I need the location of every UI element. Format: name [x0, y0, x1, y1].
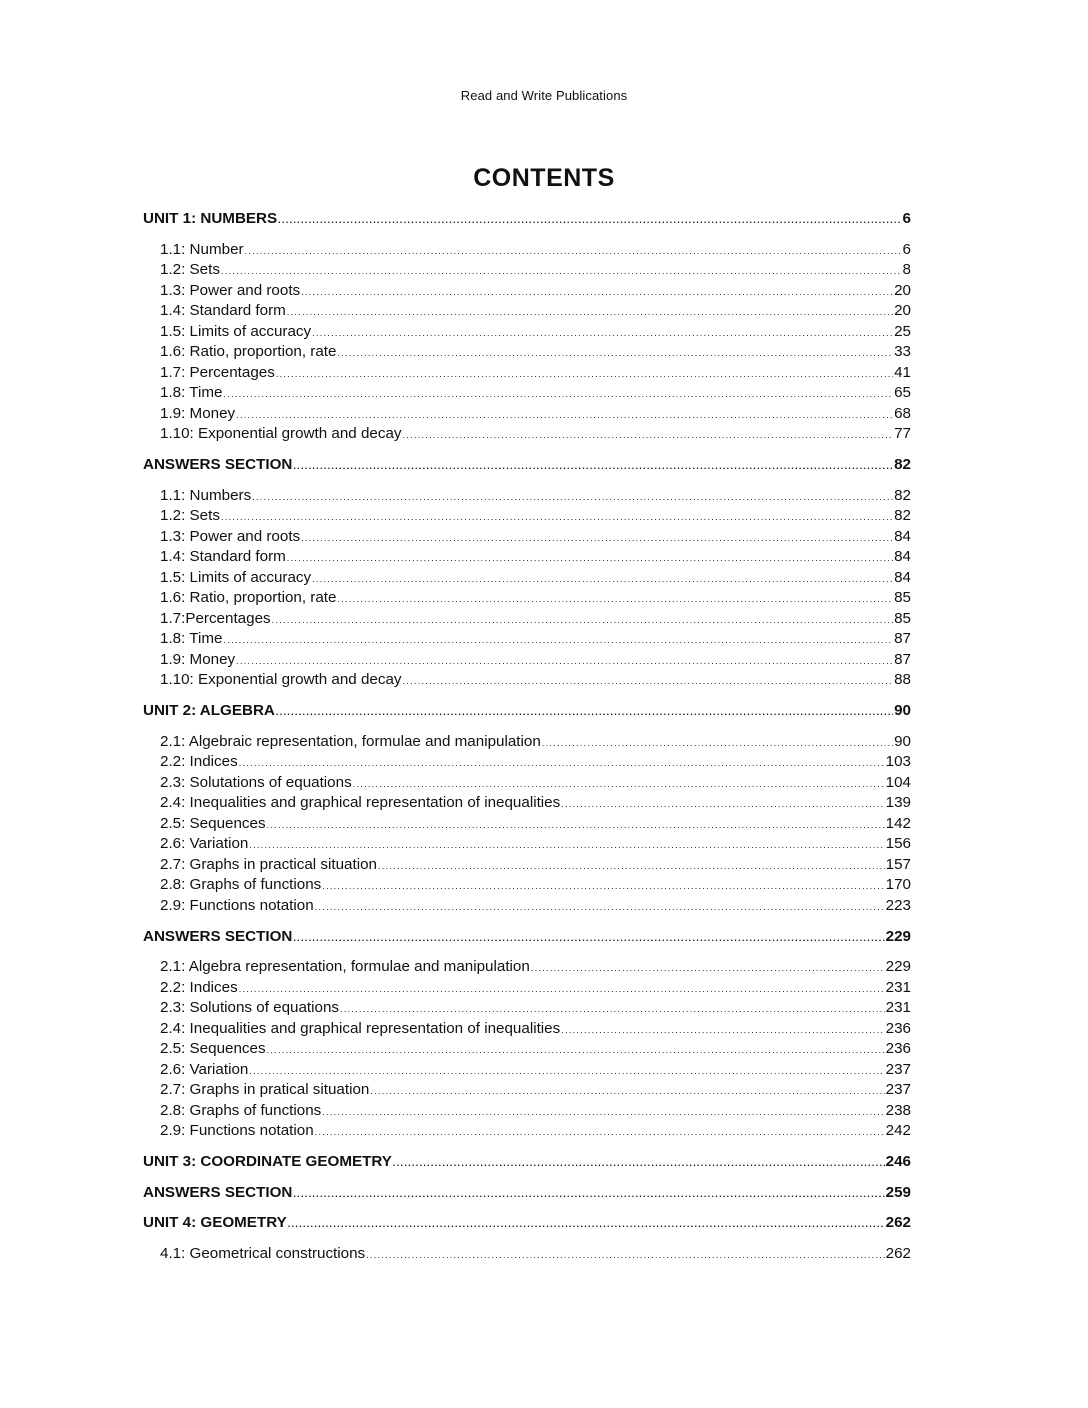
toc-entry-page-number: 238	[885, 1101, 911, 1119]
toc-entry-label: 2.4: Inequalities and graphical representation of inequalities	[160, 1019, 561, 1037]
toc-subsection-entry	[143, 856, 911, 877]
toc-subsection-entry	[143, 979, 911, 1000]
toc-dot-leader	[301, 287, 893, 297]
toc-dot-leader	[221, 512, 893, 522]
toc-entry-page-number: 8	[902, 261, 911, 278]
toc-entry-label: 2.1: Algebraic representation, formulae and manipulation	[160, 732, 541, 750]
toc-subsection-entry	[143, 405, 911, 426]
toc-section-entry	[143, 1184, 911, 1204]
toc-entry-label: UNIT 4: GEOMETRY	[143, 1214, 287, 1231]
toc-subsection-entry	[143, 610, 911, 631]
toc-dot-leader	[393, 1158, 885, 1168]
toc-subsection-entry	[143, 323, 911, 344]
toc-subsection-entry	[143, 1122, 911, 1143]
toc-entry-page-number: 139	[885, 794, 911, 811]
toc-entry-page-number: 103	[885, 753, 911, 770]
toc-subsection-entry	[143, 753, 911, 774]
toc-entry-label: UNIT 2: ALGEBRA	[143, 702, 275, 719]
toc-entry-page-number: 170	[885, 876, 911, 893]
toc-entry-label: 2.6: Variation	[160, 1060, 249, 1078]
toc-subsection-entry	[143, 384, 911, 405]
toc-subsection-entry	[143, 241, 911, 262]
toc-dot-leader	[278, 215, 901, 225]
toc-entry-label: 2.3: Solutations of equations	[160, 773, 352, 791]
toc-subsection-entry	[143, 630, 911, 651]
toc-subsection-entry	[143, 733, 911, 754]
toc-subsection-entry	[143, 651, 911, 672]
toc-dot-leader	[561, 1025, 884, 1035]
toc-dot-leader	[337, 594, 893, 604]
toc-entry-label: 2.2: Indices	[160, 978, 238, 996]
toc-subsection-entry	[143, 1081, 911, 1102]
toc-subsection-entry	[143, 364, 911, 385]
toc-entry-page-number: 77	[894, 425, 911, 442]
toc-entry-page-number: 25	[894, 322, 911, 340]
toc-entry-page-number: 87	[894, 650, 911, 668]
toc-entry-page-number: 88	[894, 671, 911, 688]
toc-entry-label: 1.9: Money	[160, 650, 236, 668]
toc-subsection-entry	[143, 282, 911, 303]
toc-entry-label: 2.3: Solutions of equations	[160, 999, 340, 1016]
toc-entry-label: 1.1: Number	[160, 240, 244, 258]
toc-entry-page-number: 246	[885, 1153, 911, 1170]
toc-dot-leader	[239, 984, 885, 994]
toc-entry-label: ANSWERS SECTION	[143, 456, 293, 473]
toc-dot-leader	[236, 410, 893, 420]
toc-entry-label: 2.8: Graphs of functions	[160, 876, 322, 893]
toc-dot-leader	[267, 1045, 885, 1055]
toc-dot-leader	[252, 492, 893, 502]
toc-entry-page-number: 90	[894, 732, 911, 750]
toc-entry-label: 1.1: Numbers	[160, 486, 252, 504]
toc-entry-page-number: 82	[894, 456, 911, 473]
toc-entry-label: 2.2: Indices	[160, 753, 238, 770]
toc-entry-page-number: 41	[894, 363, 911, 381]
toc-entry-label: ANSWERS SECTION	[143, 927, 293, 945]
toc-dot-leader	[531, 963, 885, 973]
toc-subsection-entry	[143, 569, 911, 590]
toc-subsection-entry	[143, 958, 911, 979]
toc-section-entry	[143, 210, 911, 230]
toc-subsection-entry	[143, 815, 911, 836]
toc-dot-leader	[293, 461, 893, 471]
toc-entry-page-number: 6	[902, 210, 911, 227]
toc-subsection-entry	[143, 774, 911, 795]
page-title: CONTENTS	[473, 164, 615, 192]
toc-entry-label: 1.7: Percentages	[160, 363, 275, 381]
toc-entry-label: 1.4: Standard form	[160, 302, 286, 319]
toc-entry-label: 4.1: Geometrical constructions	[160, 1244, 366, 1262]
toc-entry-label: 1.7:Percentages	[160, 609, 271, 627]
toc-subsection-entry	[143, 999, 911, 1020]
toc-dot-leader	[322, 1107, 884, 1117]
toc-dot-leader	[402, 430, 893, 440]
toc-entry-page-number: 237	[885, 1060, 911, 1078]
toc-dot-leader	[353, 779, 885, 789]
toc-subsection-entry	[143, 589, 911, 610]
toc-entry-page-number: 33	[894, 343, 911, 360]
toc-section-entry	[143, 928, 911, 948]
toc-entry-page-number: 90	[894, 702, 911, 719]
toc-entry-page-number: 82	[894, 486, 911, 504]
toc-subsection-entry	[143, 1245, 911, 1266]
toc-entry-label: 1.4: Standard form	[160, 548, 286, 565]
toc-dot-leader	[315, 902, 885, 912]
toc-entry-label: 1.5: Limits of accuracy	[160, 322, 312, 340]
toc-entry-label: 2.6: Variation	[160, 835, 249, 852]
toc-entry-label: 1.3: Power and roots	[160, 281, 301, 299]
toc-dot-leader	[312, 574, 893, 584]
toc-dot-leader	[402, 676, 893, 686]
toc-dot-leader	[312, 328, 893, 338]
toc-subsection-entry	[143, 671, 911, 692]
toc-entry-label: 2.1: Algebra representation, formulae and manipulation	[160, 958, 530, 975]
toc-entry-page-number: 231	[885, 978, 911, 996]
toc-entry-page-number: 85	[894, 589, 911, 606]
toc-entry-page-number: 223	[885, 896, 911, 914]
toc-entry-page-number: 262	[885, 1214, 911, 1231]
toc-dot-leader	[315, 1127, 885, 1137]
toc-entry-label: 1.8: Time	[160, 384, 223, 401]
toc-dot-leader	[223, 635, 893, 645]
toc-subsection-entry	[143, 794, 911, 815]
toc-subsection-entry	[143, 835, 911, 856]
toc-entry-label: 1.8: Time	[160, 630, 223, 647]
toc-dot-leader	[245, 246, 902, 256]
toc-entry-label: 2.4: Inequalities and graphical representation of inequalities	[160, 794, 561, 811]
toc-subsection-entry	[143, 897, 911, 918]
toc-subsection-entry	[143, 1040, 911, 1061]
toc-dot-leader	[288, 1219, 885, 1229]
toc-subsection-entry	[143, 876, 911, 897]
toc-entry-page-number: 65	[894, 384, 911, 401]
toc-entry-page-number: 104	[885, 773, 911, 791]
toc-entry-page-number: 20	[894, 281, 911, 299]
toc-entry-label: ANSWERS SECTION	[143, 1183, 293, 1201]
toc-entry-page-number: 68	[894, 404, 911, 422]
toc-dot-leader	[287, 307, 893, 317]
toc-dot-leader	[272, 615, 893, 625]
toc-dot-leader	[322, 881, 884, 891]
toc-subsection-entry	[143, 1020, 911, 1041]
toc-entry-page-number: 142	[885, 814, 911, 832]
toc-dot-leader	[542, 738, 893, 748]
toc-section-entry	[143, 1153, 911, 1173]
toc-dot-leader	[293, 933, 884, 943]
toc-entry-page-number: 156	[885, 835, 911, 852]
toc-dot-leader	[287, 553, 893, 563]
toc-entry-label: 1.2: Sets	[160, 507, 220, 524]
toc-subsection-entry	[143, 261, 911, 282]
toc-entry-label: 1.9: Money	[160, 404, 236, 422]
toc-dot-leader	[249, 1066, 884, 1076]
toc-dot-leader	[366, 1250, 885, 1260]
toc-dot-leader	[293, 1189, 884, 1199]
toc-dot-leader	[239, 758, 885, 768]
toc-entry-page-number: 229	[885, 958, 911, 975]
toc-entry-label: 2.9: Functions notation	[160, 896, 314, 914]
toc-subsection-entry	[143, 528, 911, 549]
toc-entry-page-number: 6	[902, 240, 911, 258]
toc-entry-label: 1.10: Exponential growth and decay	[160, 671, 402, 688]
toc-entry-label: 2.5: Sequences	[160, 814, 266, 832]
toc-entry-label: 1.5: Limits of accuracy	[160, 568, 312, 586]
toc-entry-label: 2.7: Graphs in practical situation	[160, 855, 377, 873]
toc-entry-label: 1.2: Sets	[160, 261, 220, 278]
toc-entry-label: 1.6: Ratio, proportion, rate	[160, 589, 337, 606]
toc-entry-page-number: 242	[885, 1122, 911, 1139]
toc-subsection-entry	[143, 302, 911, 323]
page-header-publisher: Read and Write Publications	[460, 88, 628, 103]
toc-subsection-entry	[143, 507, 911, 528]
toc-section-entry	[143, 702, 911, 722]
toc-dot-leader	[301, 533, 893, 543]
toc-entry-page-number: 84	[894, 568, 911, 586]
toc-entry-label: 2.8: Graphs of functions	[160, 1101, 322, 1119]
toc-dot-leader	[221, 266, 902, 276]
toc-entry-page-number: 84	[894, 527, 911, 545]
toc-dot-leader	[223, 389, 893, 399]
toc-subsection-entry	[143, 425, 911, 446]
toc-entry-label: 1.10: Exponential growth and decay	[160, 425, 402, 442]
toc-subsection-entry	[143, 1102, 911, 1123]
toc-entry-page-number: 229	[885, 927, 911, 945]
toc-entry-page-number: 82	[894, 507, 911, 524]
toc-entry-label: 2.5: Sequences	[160, 1040, 266, 1057]
toc-subsection-entry	[143, 343, 911, 364]
toc-entry-page-number: 236	[885, 1040, 911, 1057]
toc-entry-page-number: 231	[885, 999, 911, 1016]
toc-dot-leader	[276, 707, 893, 717]
toc-section-entry	[143, 1214, 911, 1234]
toc-entry-label: UNIT 3: COORDINATE GEOMETRY	[143, 1153, 392, 1170]
toc-subsection-entry	[143, 548, 911, 569]
toc-dot-leader	[340, 1004, 885, 1014]
toc-dot-leader	[276, 369, 893, 379]
toc-entry-label: 2.9: Functions notation	[160, 1122, 314, 1139]
toc-subsection-entry	[143, 1061, 911, 1082]
toc-dot-leader	[249, 840, 884, 850]
toc-dot-leader	[236, 656, 893, 666]
toc-entry-page-number: 157	[885, 855, 911, 873]
toc-entry-page-number: 259	[885, 1183, 911, 1201]
toc-entry-label: 1.3: Power and roots	[160, 527, 301, 545]
toc-entry-page-number: 87	[894, 630, 911, 647]
toc-entry-label: 2.7: Graphs in pratical situation	[160, 1081, 370, 1098]
toc-entry-page-number: 237	[885, 1081, 911, 1098]
toc-dot-leader	[267, 820, 885, 830]
toc-section-entry	[143, 456, 911, 476]
toc-entry-page-number: 84	[894, 548, 911, 565]
toc-entry-page-number: 20	[894, 302, 911, 319]
toc-entry-page-number: 85	[894, 609, 911, 627]
toc-dot-leader	[378, 861, 885, 871]
toc-entry-page-number: 262	[885, 1244, 911, 1262]
toc-dot-leader	[561, 799, 884, 809]
toc-subsection-entry	[143, 487, 911, 508]
toc-entry-label: 1.6: Ratio, proportion, rate	[160, 343, 337, 360]
toc-dot-leader	[370, 1086, 884, 1096]
toc-entry-label: UNIT 1: NUMBERS	[143, 210, 278, 227]
table-of-contents	[143, 210, 911, 1265]
toc-dot-leader	[337, 348, 893, 358]
toc-entry-page-number: 236	[885, 1019, 911, 1037]
